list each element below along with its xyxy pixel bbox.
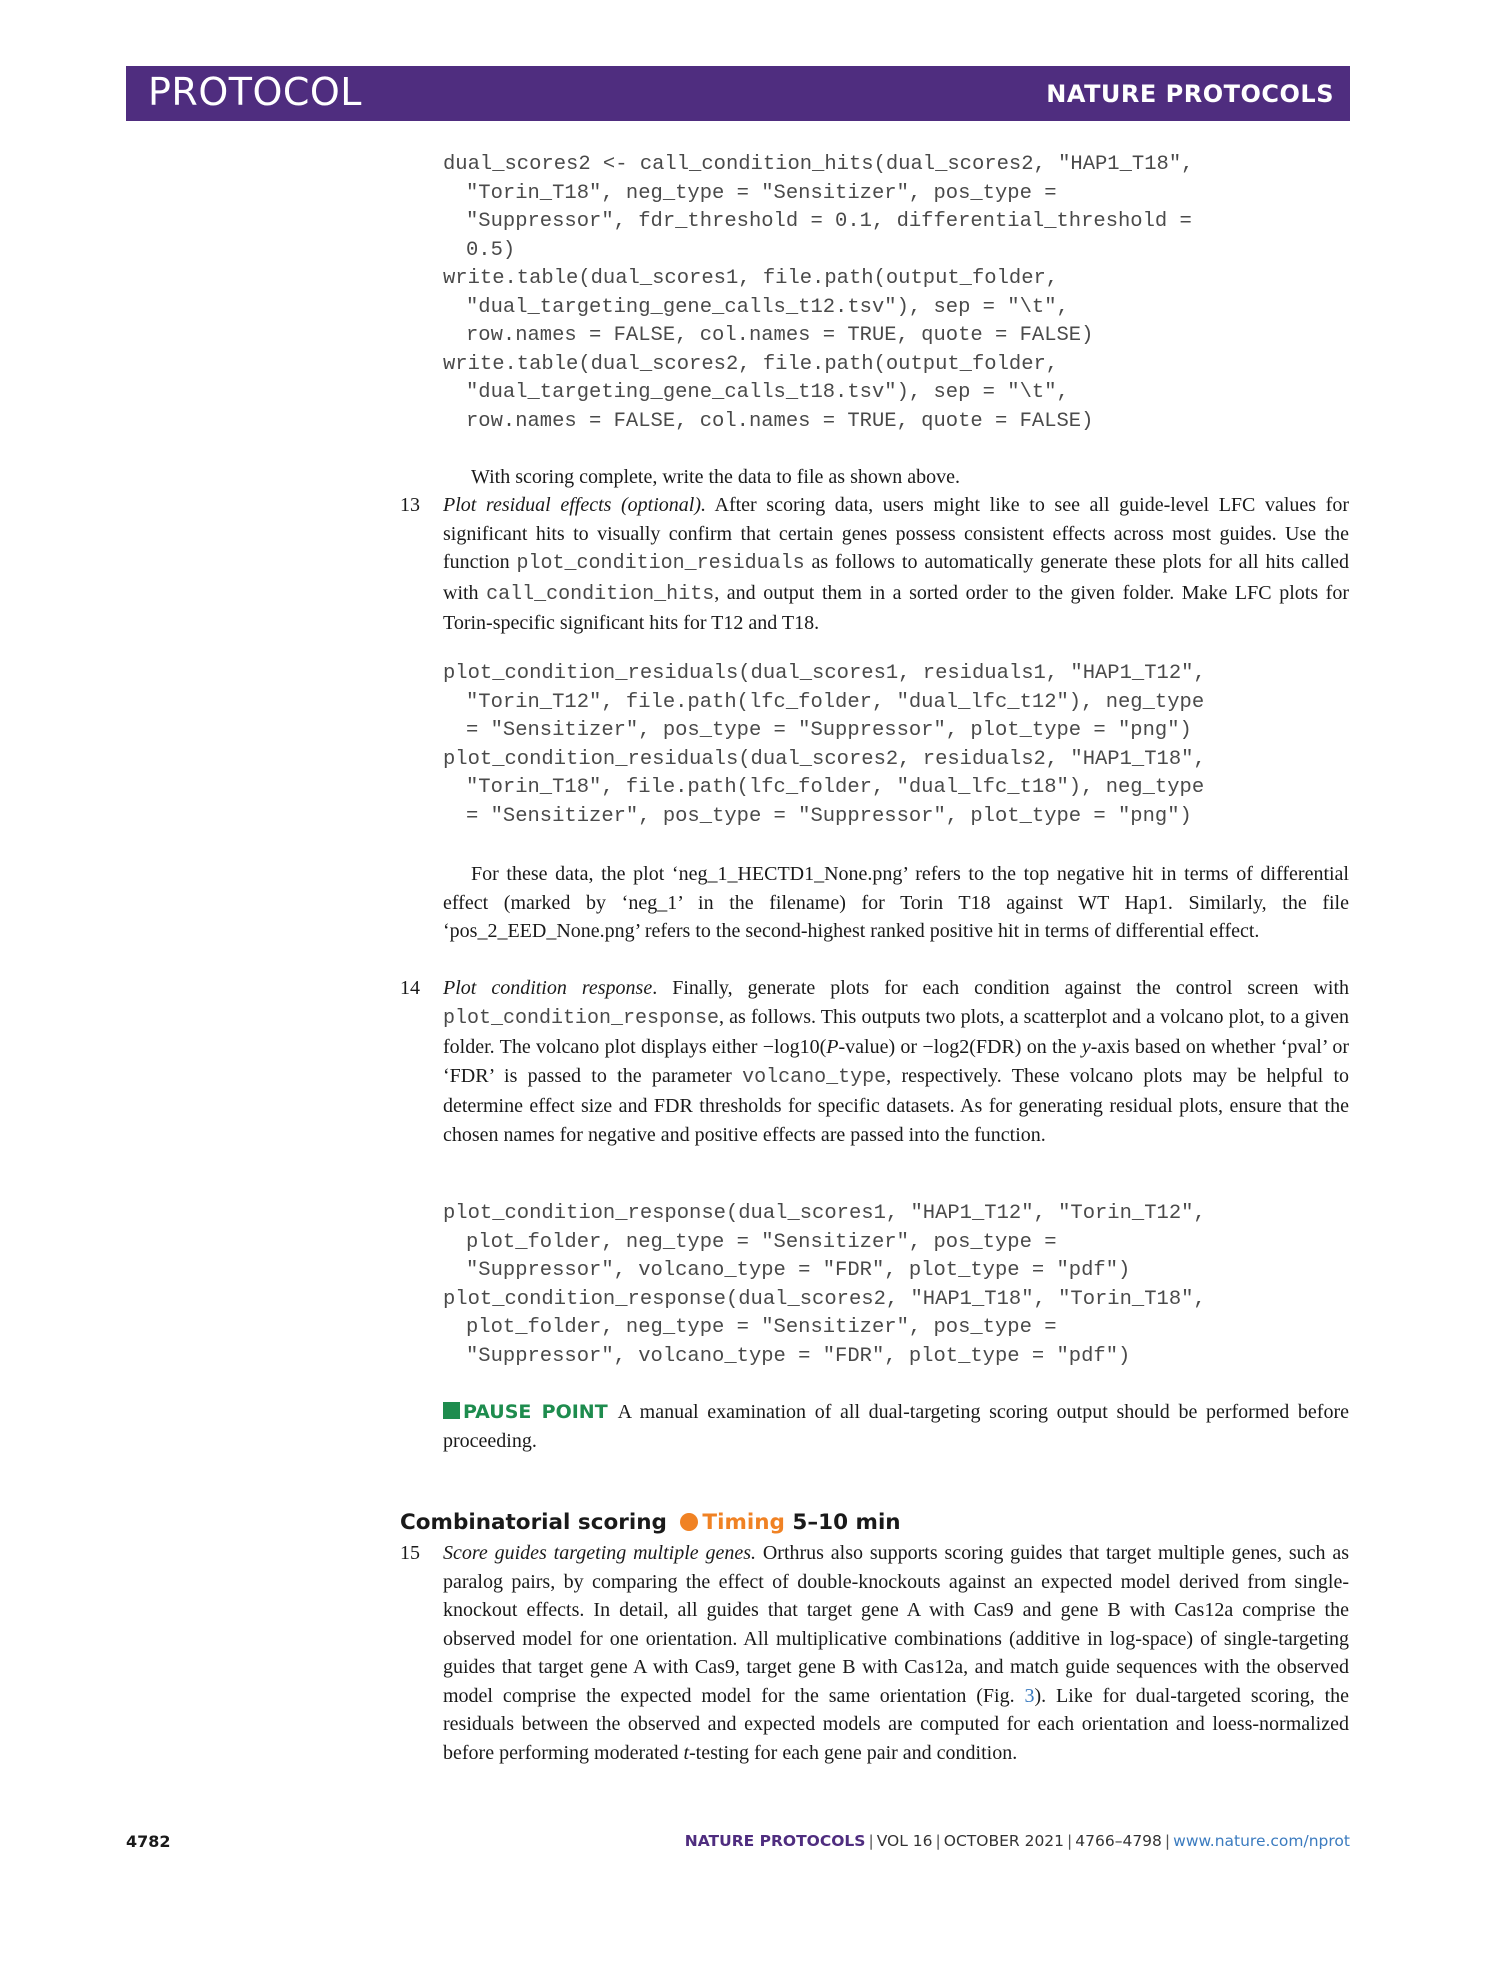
- footer-volume: VOL 16: [876, 1832, 933, 1850]
- section-title: Combinatorial scoring: [400, 1510, 667, 1535]
- code-line: write.table(dual_scores2, file.path(output_folder,: [443, 352, 1059, 376]
- footer-pages: 4766–4798: [1075, 1832, 1162, 1850]
- step-15-text-3: -testing for each gene pair and condition.: [689, 1741, 1018, 1764]
- footer-issue: OCTOBER 2021: [943, 1832, 1065, 1850]
- step-15-text-1: Orthrus also supports scoring guides that target multiple genes, such as paralog pairs, by comparing the effect of double-knockouts against an expected model derived from single-knockout effects. In detail, all guides that target gene A with Cas9 and gene B with Cas12a comprise the observed model for one orientation. All multiplicative combinations (additive in log-space) of single-targeting guides that target gene A with Cas9, target gene B with Cas12a, and match guide sequences with the observed model comprise the expected model for the same orientation (Fig.: [443, 1542, 1350, 1707]
- step-15-text: [443, 1539, 1349, 1767]
- code-line: = "Sensitizer", pos_type = "Suppressor", plot_type = "png"): [466, 804, 1192, 828]
- step-15-text-2: ). Like for dual-targeted scoring, the residuals between the observed and expected models are computed for each orientation and loess-normalized before performing moderated: [443, 1684, 1350, 1764]
- step-14-text: [443, 974, 1349, 1149]
- code-line: row.names = FALSE, col.names = TRUE, quote = FALSE): [466, 324, 1094, 347]
- timing-value: 5–10 min: [792, 1510, 901, 1535]
- step-14-text-4: -axis based on whether ‘pval’ or ‘FDR’ is passed to the parameter: [443, 1036, 1350, 1087]
- step-14-text-5: , respectively. These volcano plots may be helpful to determine effect size and FDR thresholds for specific datasets. As for generating residual plots, ensure that the chosen names for negative and positive effects are passed into the function.: [443, 1064, 1349, 1146]
- t-italic: t: [683, 1741, 690, 1764]
- step-14-title: Plot condition response: [443, 977, 653, 999]
- step-13-text: [443, 491, 1349, 638]
- code-line: "Torin_T18", file.path(lfc_folder, "dual_lfc_t18"), neg_type: [466, 776, 1205, 799]
- step-13-title: Plot residual effects (optional).: [443, 494, 707, 516]
- pause-point-icon: [443, 1402, 460, 1419]
- code-line: plot_condition_residuals(dual_scores2, residuals2, "HAP1_T18",: [443, 747, 1206, 771]
- article-type-label: PROTOCOL: [148, 70, 362, 114]
- footer-url-link[interactable]: www.nature.com/nprot: [1173, 1832, 1350, 1850]
- timing-clock-icon: [680, 1513, 698, 1531]
- p-italic: P: [826, 1036, 839, 1058]
- code-line: "Suppressor", volcano_type = "FDR", plot_type = "pdf"): [466, 1344, 1131, 1368]
- step-13-text-1: After scoring data, users might like to see all guide-level LFC values for significant hits to visually confirm that certain genes possess consistent effects across most guides. Use the function: [443, 494, 1349, 573]
- code-line: row.names = FALSE, col.names = TRUE, quote = FALSE): [466, 409, 1094, 433]
- pause-point: [443, 1398, 1349, 1455]
- journal-name-header: NATURE PROTOCOLS: [1046, 80, 1334, 108]
- step-14-text-1: . Finally, generate plots for each condition against the control screen with: [652, 977, 1349, 999]
- step-14-text-2: , as follows. This outputs two plots, a scatterplot and a volcano plot, to a given folder. The volcano plot displays either −log10(: [443, 1005, 1349, 1058]
- pause-point-label: PAUSE POINT: [463, 1401, 608, 1423]
- parameter-name: volcano_type: [742, 1065, 887, 1089]
- page-number: 4782: [126, 1832, 171, 1851]
- footer-citation: NATURE PROTOCOLS | VOL 16 | OCTOBER 2021 | 4766–4798 | www.nature.com/nprot: [684, 1832, 1350, 1850]
- step-13-text-3: , and output them in a sorted order to the given folder. Make LFC plots for Torin-specific significant hits for T12 and T18.: [443, 581, 1350, 634]
- function-name: plot_condition_response: [443, 1006, 720, 1030]
- step-number-15: 15: [400, 1542, 420, 1564]
- code-line: "Torin_T12", file.path(lfc_folder, "dual_lfc_t12"), neg_type: [466, 690, 1205, 714]
- code-line: 0.5): [466, 238, 516, 262]
- code-line: plot_folder, neg_type = "Sensitizer", pos_type =: [466, 1316, 1057, 1339]
- paragraph-scoring-complete: [443, 463, 1349, 492]
- paragraph-text: For these data, the plot ‘neg_1_HECTD1_None.png’ refers to the top negative hit in terms of differential effect (marked by ‘neg_1’ in the filename) for Torin T18 against WT Hap1. Similarly, the file ‘pos_2_EED_None.png’ refers to the second-highest ranked positive hit in terms of differential effect.: [443, 863, 1349, 942]
- step-number-14: 14: [400, 977, 420, 999]
- section-heading-combinatorial: [400, 1510, 901, 1535]
- code-line: plot_condition_response(dual_scores2, "HAP1_T18", "Torin_T18",: [443, 1287, 1206, 1311]
- code-line: "Torin_T18", neg_type = "Sensitizer", pos_type =: [466, 181, 1057, 205]
- code-line: plot_condition_response(dual_scores1, "HAP1_T12", "Torin_T12",: [443, 1202, 1206, 1225]
- code-line: "dual_targeting_gene_calls_t18.tsv"), sep = "\t",: [466, 381, 1069, 404]
- code-line: = "Sensitizer", pos_type = "Suppressor", plot_type = "png"): [466, 719, 1192, 742]
- footer-journal: NATURE PROTOCOLS: [684, 1832, 866, 1850]
- y-italic: y: [1081, 1036, 1091, 1058]
- code-line: "Suppressor", fdr_threshold = 0.1, differential_threshold =: [466, 210, 1192, 233]
- code-line: plot_condition_residuals(dual_scores1, residuals1, "HAP1_T12",: [443, 662, 1206, 685]
- code-line: write.table(dual_scores1, file.path(output_folder,: [443, 267, 1059, 290]
- function-name: plot_condition_residuals: [516, 552, 805, 575]
- pause-point-text: A manual examination of all dual-targeting scoring output should be performed before proceeding.: [443, 1401, 1349, 1452]
- code-line: plot_folder, neg_type = "Sensitizer", pos_type =: [466, 1230, 1057, 1254]
- step-13-text-2: as follows to automatically generate these plots for all hits called with: [443, 551, 1350, 604]
- code-line: "dual_targeting_gene_calls_t12.tsv"), sep = "\t",: [466, 295, 1069, 319]
- step-14-text-3: -value) or −log2(FDR) on the: [838, 1036, 1077, 1058]
- timing-label: Timing: [702, 1510, 785, 1535]
- code-block-response: [443, 1200, 1343, 1371]
- step-number-13: 13: [400, 494, 420, 516]
- code-line: "Suppressor", volcano_type = "FDR", plot_type = "pdf"): [466, 1259, 1131, 1282]
- code-block-scores: [443, 151, 1343, 436]
- paragraph-these-data: [443, 860, 1349, 946]
- function-name: call_condition_hits: [486, 582, 715, 606]
- header-banner: [126, 66, 1350, 121]
- code-block-residuals: [443, 660, 1343, 831]
- step-15-title: Score guides targeting multiple genes.: [443, 1542, 757, 1564]
- code-line: dual_scores2 <- call_condition_hits(dual_scores2, "HAP1_T18",: [443, 153, 1194, 176]
- paragraph-text: With scoring complete, write the data to file as shown above.: [471, 466, 961, 488]
- figure-reference-link[interactable]: 3: [1024, 1684, 1035, 1707]
